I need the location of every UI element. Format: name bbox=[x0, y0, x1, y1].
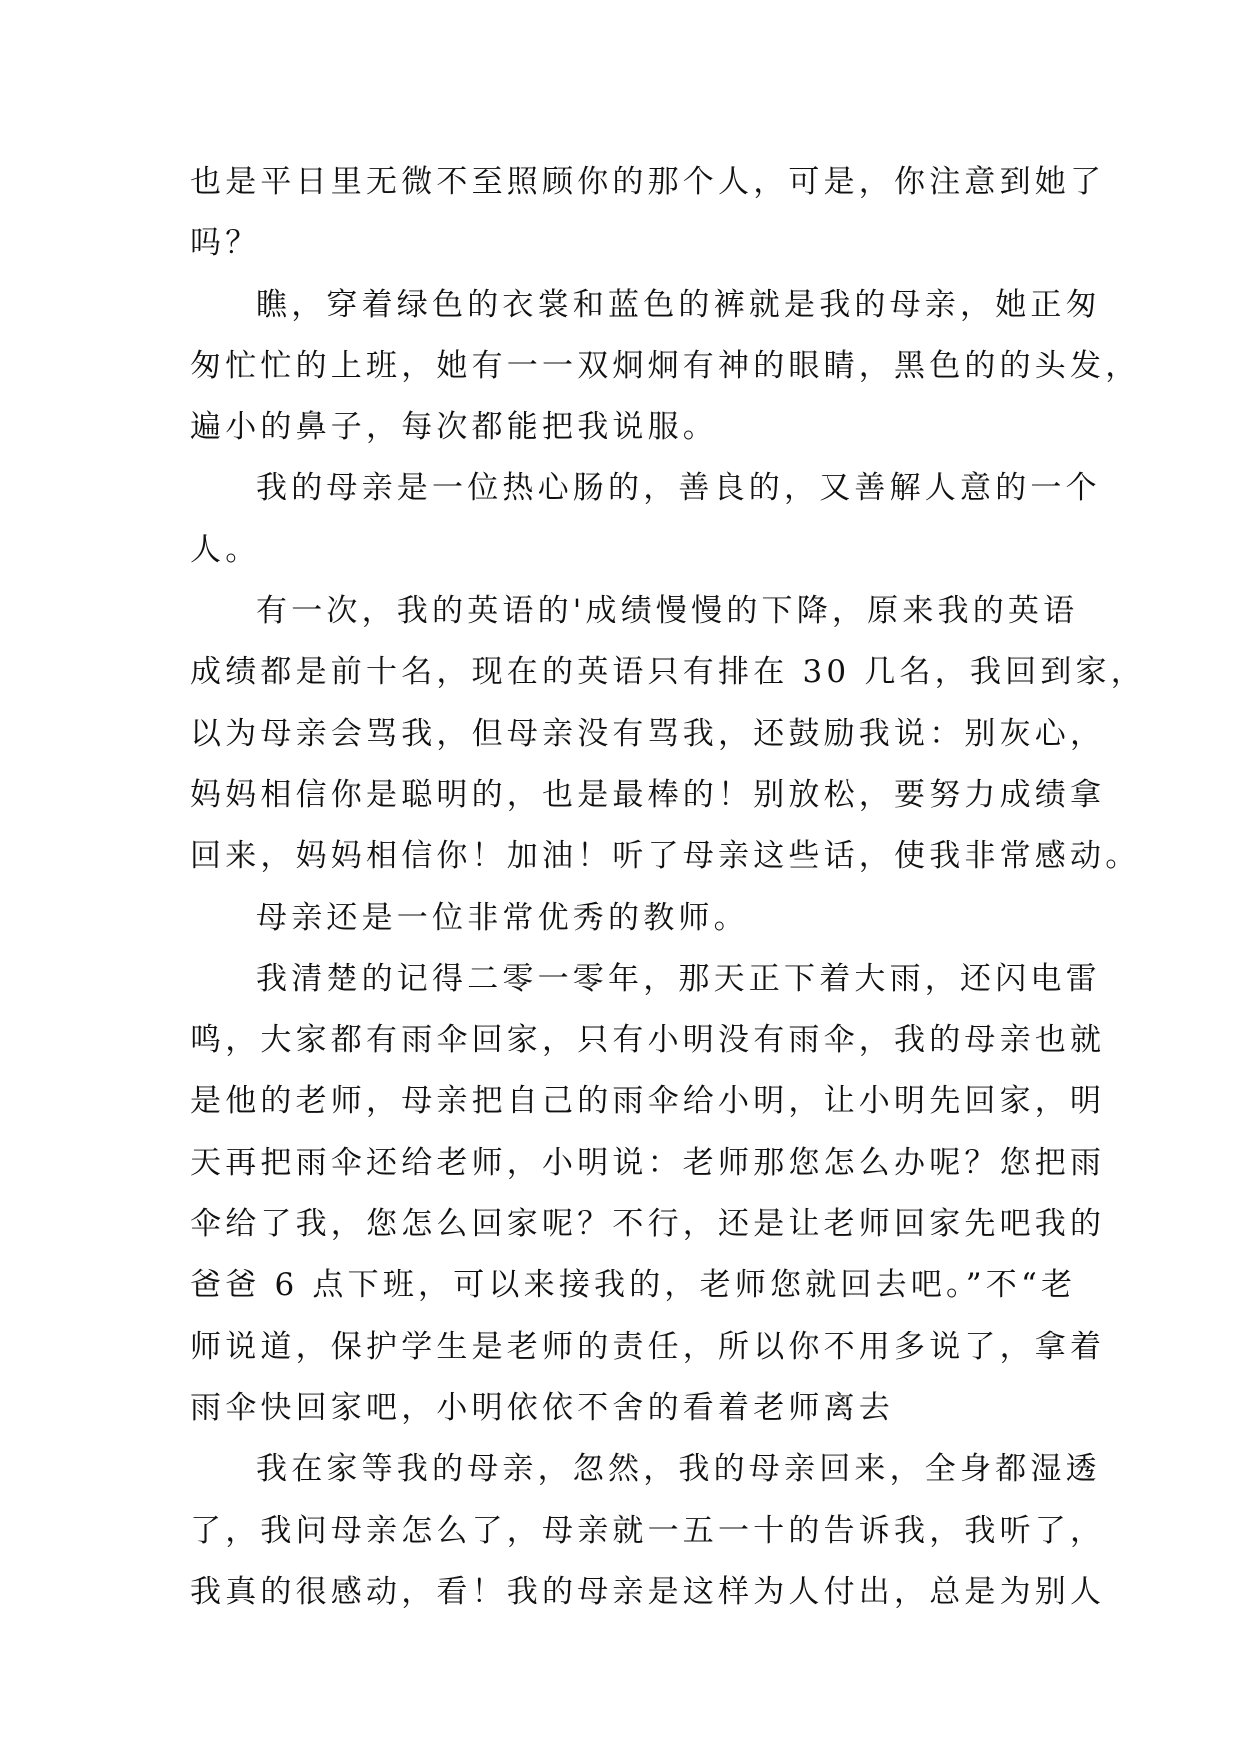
paragraph-start-line: 有一次，我的英语的'成绩慢慢的下降，原来我的英语 bbox=[256, 593, 1079, 630]
text-line: 爸爸 6 点下班，可以来接我的，老师您就回去吧。”不“老 bbox=[190, 1267, 1077, 1304]
text-line: 人。 bbox=[190, 531, 261, 568]
paragraph-start-line: 我在家等我的母亲，忽然，我的母亲回来，全身都湿透 bbox=[256, 1451, 1101, 1488]
text-line: 以为母亲会骂我，但母亲没有骂我，还鼓励我说：别灰心， bbox=[190, 715, 1106, 752]
paragraph-start-line: 瞧，穿着绿色的衣裳和蓝色的裤就是我的母亲，她正匆 bbox=[256, 286, 1101, 323]
body-text bbox=[190, 152, 1146, 1623]
text-line: 天再把雨伞还给老师，小明说：老师那您怎么办呢？您把雨 bbox=[190, 1144, 1106, 1181]
text-line: 遍小的鼻子，每次都能把我说服。 bbox=[190, 409, 718, 446]
text-line: 我真的很感动，看！我的母亲是这样为人付出，总是为别人 bbox=[190, 1573, 1106, 1610]
paragraph-start-line: 我清楚的记得二零一零年，那天正下着大雨，还闪电雷 bbox=[256, 960, 1101, 997]
text-line: 成绩都是前十名，现在的英语只有排在 30 几名，我回到家， bbox=[190, 654, 1146, 691]
text-line: 伞给了我，您怎么回家呢？不行，还是让老师回家先吧我的 bbox=[190, 1206, 1106, 1243]
text-line: 是他的老师，母亲把自己的雨伞给小明，让小明先回家，明 bbox=[190, 1083, 1106, 1120]
text-line: 师说道，保护学生是老师的责任，所以你不用多说了，拿着 bbox=[190, 1328, 1106, 1365]
text-line: 妈妈相信你是聪明的，也是最棒的！别放松，要努力成绩拿 bbox=[190, 776, 1106, 813]
text-line: 回来，妈妈相信你！加油！听了母亲这些话，使我非常感动。 bbox=[190, 838, 1141, 875]
paragraph-start-line: 母亲还是一位非常优秀的教师。 bbox=[256, 899, 749, 936]
text-line: 了，我问母亲怎么了，母亲就一五一十的告诉我，我听了， bbox=[190, 1512, 1106, 1549]
text-line: 也是平日里无微不至照顾你的那个人，可是，你注意到她了 bbox=[190, 164, 1106, 200]
paragraph-start-line: 我的母亲是一位热心肠的，善良的，又善解人意的一个 bbox=[256, 470, 1101, 507]
text-line: 吗？ bbox=[190, 225, 261, 262]
text-line: 匆忙忙的上班，她有一一双炯炯有神的眼睛，黑色的的头发， bbox=[190, 347, 1141, 384]
text-line: 雨伞快回家吧，小明依依不舍的看着老师离去 bbox=[190, 1389, 894, 1426]
text-line: 鸣，大家都有雨伞回家，只有小明没有雨伞，我的母亲也就 bbox=[190, 1022, 1106, 1059]
